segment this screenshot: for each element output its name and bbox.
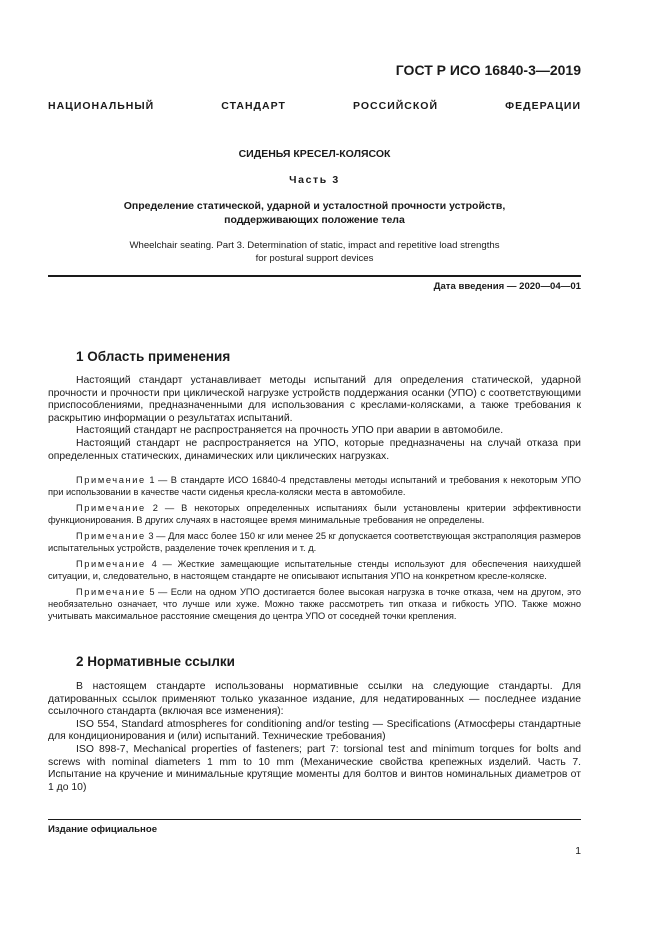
intro-date: Дата введения — 2020—04—01: [433, 281, 581, 292]
note: Примечание 4 — Жесткие замещающие испытательные стенды используют для обеспечения наихудшей ситуации, и, следовательно, в настоящем стандарте не описывают испытания УПО на конкретном кресле-коляске.: [48, 559, 581, 581]
footer-divider: [48, 819, 581, 820]
title-divider: [48, 275, 581, 277]
note-number: 1: [149, 475, 155, 485]
part-label: [48, 174, 581, 186]
paragraph: Настоящий стандарт устанавливает методы испытаний для определения статической, ударной прочности и прочности при циклической нагрузке устройств поддержания осанки (УПО) с соответствующими приспособлениями, предназначенными для использования с креслами-колясками, а также требования к раскрытию информации о результатах испытаний.: [48, 375, 581, 424]
note-label: Примечание: [76, 587, 146, 597]
paragraph: Настоящий стандарт не распространяется на прочность УПО при аварии в автомобиле.: [76, 425, 504, 437]
section-2-heading: 2 Нормативные ссылки: [76, 654, 235, 669]
note: Примечание 1 — В стандарте ИСО 16840-4 представлены методы испытаний и требования к некоторым УПО при использовании в качестве части сиденья кресла-коляски места в автомобиле.: [48, 475, 581, 497]
edition-label: Издание официальное: [48, 824, 158, 835]
document-subtitle: [48, 199, 581, 227]
section-2-body: [48, 681, 581, 794]
note-text: В некоторых определенных испытаниях были установлены критерии эффективности функционирования. В других случаях в настоящее время минимальные требования не определены.: [48, 503, 581, 525]
part-number: 3: [332, 174, 340, 186]
english-title: [48, 239, 581, 265]
reference-iso-554: ISO 554, Standard atmospheres for conditioning and/or testing — Specifications (Атмосферы стандартные для кондиционирования и (или) испытаний. Технические требования): [48, 718, 581, 743]
note-label: Примечание: [76, 559, 146, 569]
subtitle-line-1: Определение статической, ударной и усталостной прочности устройств,: [123, 200, 506, 212]
reference-iso-898-7: ISO 898-7, Mechanical properties of fasteners; part 7: torsional test and minimum torques for bolts and screws with nominal diameters 1 mm to 10 mm (Механические свойства крепежных изделий. Часть 7. Испытание на кручение и минимальные крутящие моменты для болтов и винтов номинальных диаметров от 1 до 10): [48, 743, 581, 793]
note-number: 3: [148, 531, 154, 541]
note-number: 5: [149, 587, 155, 597]
note-text: В стандарте ИСО 16840-4 представлены методы испытаний и требования к некоторым УПО при использовании в качестве части сиденья кресла-коляски места в автомобиле.: [48, 475, 581, 497]
note-text: Для масс более 150 кг или менее 25 кг допускается соответствующая экстраполяция размеров испытательных устройств, разделение точек крепления и т. д.: [48, 531, 581, 553]
english-title-line-1: Wheelchair seating. Part 3. Determination of static, impact and repetitive load strengths: [129, 240, 500, 251]
english-title-line-2: for postural support devices: [255, 253, 374, 264]
note: Примечание 3 — Для масс более 150 кг или менее 25 кг допускается соответствующая экстраполяция размеров испытательных устройств, разделение точек крепления и т. д.: [48, 531, 581, 553]
section-1-heading: 1 Область применения: [76, 349, 231, 364]
national-standard-heading: НАЦИОНАЛЬНЫЙ СТАНДАРТ РОССИЙСКОЙ ФЕДЕРАЦИИ: [48, 100, 581, 112]
note-text: Жесткие замещающие испытательные стенды используют для обеспечения наихудшей ситуации, и, следовательно, в настоящем стандарте не описывают испытания УПО на конкретном кресле-коляске.: [48, 559, 581, 581]
subtitle-line-2: поддерживающих положение тела: [224, 214, 405, 226]
note-label: Примечание: [76, 531, 146, 541]
note: Примечание 5 — Если на одном УПО достигается более высокая нагрузка в точке отказа, чем на другом, это необязательно означает, что лучше или хуже. Можно также рассмотреть тип отказа и гибкость УПО. Также можно учитывать максимальное расстояние смещения до центра УПО от соседней точки крепления.: [48, 587, 581, 621]
note: Примечание 2 — В некоторых определенных испытаниях были установлены критерии эффективности функционирования. В других случаях в настоящее время минимальные требования не определены.: [48, 503, 581, 525]
note-text: Если на одном УПО достигается более высокая нагрузка в точке отказа, чем на другом, это необязательно означает, что лучше или хуже. Можно также рассмотреть тип отказа и гибкость УПО. Также можно учитывать максимальное расстояние смещения до центра УПО от соседней точки крепления.: [48, 587, 581, 621]
note-number: 2: [152, 503, 158, 513]
document-title: СИДЕНЬЯ КРЕСЕЛ-КОЛЯСОК: [238, 148, 391, 160]
section-1-body: [48, 375, 581, 463]
paragraph: Настоящий стандарт не распространяется на УПО, которые предназначены на случай отказа при определенных статических, динамических или циклических нагрузках.: [48, 437, 581, 462]
page-number: 1: [575, 846, 581, 857]
note-label: Примечание: [76, 475, 146, 485]
note-number: 4: [151, 559, 157, 569]
gost-number: ГОСТ Р ИСО 16840-3—2019: [395, 62, 581, 78]
section-1-notes: [48, 474, 581, 626]
part-word: Часть: [289, 174, 328, 186]
note-label: Примечание: [76, 503, 146, 513]
paragraph: В настоящем стандарте использованы нормативные ссылки на следующие стандарты. Для датированных ссылок применяют только указанное издание, для недатированных — последнее издание ссылочного стандарта (включая все изменения):: [48, 681, 581, 718]
